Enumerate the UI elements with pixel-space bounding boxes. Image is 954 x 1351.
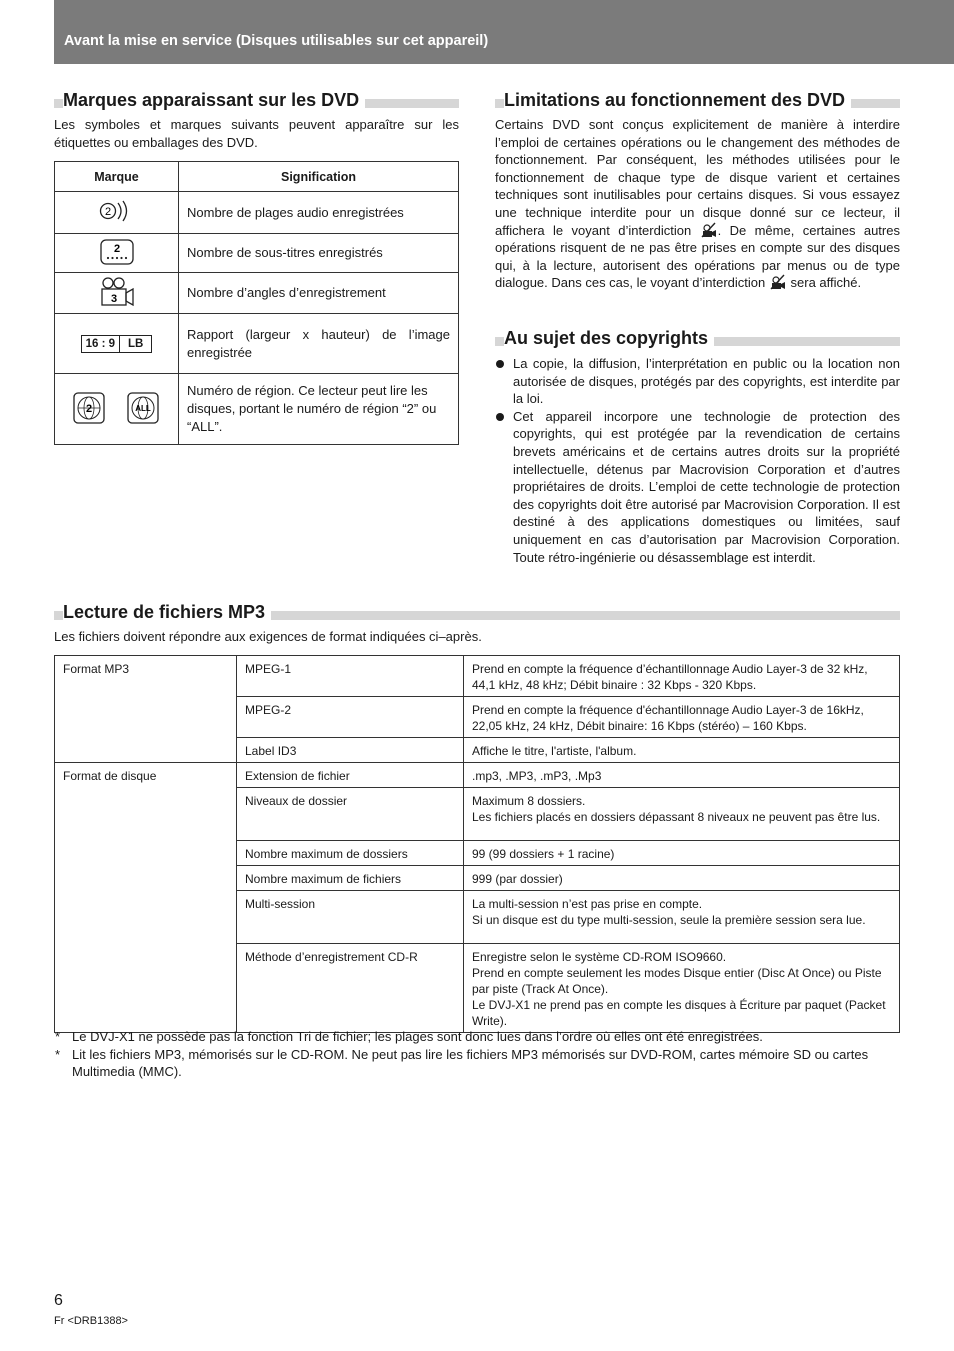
section-title-marks bbox=[54, 90, 459, 110]
subtitles-icon bbox=[99, 238, 135, 266]
spec-desc bbox=[464, 763, 900, 788]
section-title-limits bbox=[495, 90, 900, 110]
mark-meaning: Nombre d’angles d’enregistrement bbox=[179, 273, 459, 314]
marks-intro: Les symboles et marques suivants peuvent apparaître sur les étiquettes ou emballages des DVD. bbox=[54, 117, 459, 150]
note-item bbox=[54, 1046, 900, 1081]
marks-header-row bbox=[55, 162, 459, 192]
spec-name: Niveaux de dossier bbox=[237, 788, 464, 841]
limits-text-part2: . De même, certaines autres opérations risquent de ne pas être prises en compte sur des disques qui, à la lecture, autorisent des opérations par menus ou de type dialogue. Dans ces cas, le voyant d’interdiction bbox=[495, 222, 900, 291]
marks-table bbox=[54, 161, 459, 445]
spec-desc: Affiche le titre, l'artiste, l'album. bbox=[464, 738, 900, 763]
spec-name: MPEG-1 bbox=[237, 656, 464, 697]
mark-meaning: Nombre de sous-titres enregistrés bbox=[179, 234, 459, 273]
bullet-text: La copie, la diffusion, l’interprétation en public ou la location non autorisée de disques, protégés par des copyrights, est interdite par la loi. bbox=[513, 356, 900, 407]
mark-cell bbox=[55, 314, 179, 374]
spec-desc bbox=[464, 841, 900, 866]
table-row bbox=[55, 656, 900, 697]
marks-title: Marques apparaissant sur les DVD bbox=[63, 90, 365, 110]
audio-tracks-number: 2 bbox=[104, 206, 111, 218]
spec-desc: Prend en compte la fréquence d’échantillonnage Audio Layer-3 de 32 kHz, 44,1 kHz, 48 kHz; Débit binaire : 32 Kbps - 320 Kbps. bbox=[464, 656, 900, 697]
spec-desc bbox=[464, 944, 900, 1033]
region-number: 2 bbox=[85, 402, 92, 415]
prohibition-icon bbox=[700, 222, 718, 238]
bullet-icon bbox=[496, 360, 504, 368]
mp3-table bbox=[54, 655, 900, 1033]
section-title-copyright bbox=[495, 328, 900, 348]
spec-desc bbox=[464, 891, 900, 944]
spec-line: La multi-session n’est pas prise en compte. bbox=[472, 897, 703, 911]
section-title-mp3 bbox=[54, 602, 900, 622]
limits-text bbox=[495, 116, 900, 292]
table-row bbox=[55, 314, 459, 374]
table-row bbox=[55, 374, 459, 445]
note-item bbox=[54, 1028, 900, 1046]
mark-meaning: Rapport (largeur x hauteur) de l’image enregistrée bbox=[179, 314, 459, 374]
table-row bbox=[55, 192, 459, 234]
col-mark-header: Marque bbox=[55, 162, 179, 192]
spec-name: Nombre maximum de dossiers bbox=[237, 841, 464, 866]
note-marker: * bbox=[55, 1046, 61, 1062]
note-text: Lit les fichiers MP3, mémorisés sur le CD-ROM. Ne peut pas lire les fichiers MP3 mémorisés sur DVD-ROM, cartes mémoire SD ou cartes Multimedia (MMC). bbox=[72, 1046, 869, 1080]
note-text: Le DVJ-X1 ne possède pas la fonction Tri de fichier; les plages sont donc lues dans l’ordre où elles ont été enregistrées. bbox=[72, 1029, 763, 1044]
header-title: Avant la mise en service (Disques utilisables sur cet appareil) bbox=[64, 33, 489, 49]
audio-tracks-icon bbox=[97, 199, 137, 223]
spec-desc: Prend en compte la fréquence d'échantillonnage Audio Layer-3 de 16kHz, 22,05 kHz, 24 kHz, Débit binaire: 16 Kbps (stéréo) – 160 Kbps. bbox=[464, 697, 900, 738]
copyright-list bbox=[495, 355, 900, 566]
bullet-text: Cet appareil incorpore une technologie de protection des copyrights, qui est protégée par la revendication de certains brevets américains et de certains autres droits sur la propriété intellectuelle, détenus par Macrovision Corporation et d’autres propriétaires de droits. L’emploi de cette technologie de protection des copyrights doit être autorisé par Macrovision Corporation. Il est destiné à des applications domestiques ou limitées, sauf uniquement en cas d’autorisation par Macrovision Corporation. Toute rétro-ingénierie ou désassemblage est interdit. bbox=[513, 408, 900, 565]
spec-line: 99 (99 dossiers + 1 racine) bbox=[472, 847, 615, 861]
prohibition-icon bbox=[769, 274, 787, 290]
spec-line: Enregistre selon le système CD-ROM ISO9660. bbox=[472, 950, 727, 964]
aspect-ratio-value: 16 : 9 bbox=[85, 337, 116, 350]
spec-name: Multi-session bbox=[237, 891, 464, 944]
spec-name: MPEG-2 bbox=[237, 697, 464, 738]
camera-angles-number: 3 bbox=[110, 292, 117, 305]
note-marker: * bbox=[55, 1029, 61, 1044]
spec-desc bbox=[464, 866, 900, 891]
letterbox-label: LB bbox=[119, 336, 151, 352]
copyright-title: Au sujet des copyrights bbox=[504, 328, 714, 348]
spec-line: 999 (par dossier) bbox=[472, 872, 563, 886]
format-disque-label: Format de disque bbox=[55, 763, 237, 1033]
spec-line: Maximum 8 dossiers. bbox=[472, 794, 586, 808]
region-all-label: ALL bbox=[134, 403, 151, 413]
spec-name: Extension de fichier bbox=[237, 763, 464, 788]
table-row bbox=[55, 234, 459, 273]
list-item bbox=[495, 408, 900, 566]
col-meaning-header: Signification bbox=[179, 162, 459, 192]
spec-line: .mp3, .MP3, .mP3, .Mp3 bbox=[472, 769, 602, 783]
spec-name: Label ID3 bbox=[237, 738, 464, 763]
spec-name: Méthode d’enregistrement CD-R bbox=[237, 944, 464, 1033]
format-mp3-label: Format MP3 bbox=[55, 656, 237, 763]
spec-line: Le DVJ-X1 ne prend pas en compte les disques à Écriture par paquet (Packet Write). bbox=[472, 998, 886, 1028]
region-globe-icon bbox=[72, 390, 162, 426]
table-row bbox=[55, 273, 459, 314]
subtitles-number: 2 bbox=[113, 242, 120, 255]
limits-text-part3: sera affiché. bbox=[790, 275, 862, 291]
limits-title: Limitations au fonctionnement des DVD bbox=[504, 90, 851, 110]
mp3-intro: Les fichiers doivent répondre aux exigences de format indiquées ci–après. bbox=[54, 629, 482, 644]
spec-name: Nombre maximum de fichiers bbox=[237, 866, 464, 891]
mark-meaning: Nombre de plages audio enregistrées bbox=[179, 192, 459, 234]
spec-line: Prend en compte seulement les modes Disque entier (Disc At Once) ou Piste par piste (Track At Once). bbox=[472, 966, 882, 996]
mark-cell bbox=[55, 273, 179, 314]
mark-meaning: Numéro de région. Ce lecteur peut lire les disques, portant le numéro de région “2” ou “ALL”. bbox=[179, 374, 459, 445]
mark-cell bbox=[55, 234, 179, 273]
mp3-title: Lecture de fichiers MP3 bbox=[63, 602, 271, 622]
document-code: Fr <DRB1388> bbox=[54, 1315, 128, 1327]
spec-line: Si un disque est du type multi-session, seule la première session sera lue. bbox=[472, 913, 866, 927]
page-number: 6 bbox=[54, 1292, 63, 1309]
mark-cell bbox=[55, 374, 179, 445]
header-bar bbox=[54, 0, 954, 64]
spec-line: Les fichiers placés en dossiers dépassant 8 niveaux ne peuvent pas être lus. bbox=[472, 810, 881, 824]
bullet-icon bbox=[496, 413, 504, 421]
mp3-notes bbox=[54, 1028, 900, 1081]
camera-angles-icon bbox=[98, 276, 136, 308]
limits-text-part1: Certains DVD sont conçus explicitement de manière à interdire l’emploi de certaines opérations ou le changement des méthodes de fonctionnement. Par conséquent, les méthodes utilisées pour le fonctionnement de chaque type de disque varient et certaines techniques sont inutilisables pour certains disques. Si vous essayez une technique interdite pour un disque donné sur ce lecteur, il affichera le voyant d’interdiction bbox=[495, 117, 900, 238]
spec-desc bbox=[464, 788, 900, 841]
table-row bbox=[55, 763, 900, 788]
mark-cell bbox=[55, 192, 179, 234]
list-item bbox=[495, 355, 900, 408]
aspect-ratio-icon bbox=[81, 335, 153, 353]
